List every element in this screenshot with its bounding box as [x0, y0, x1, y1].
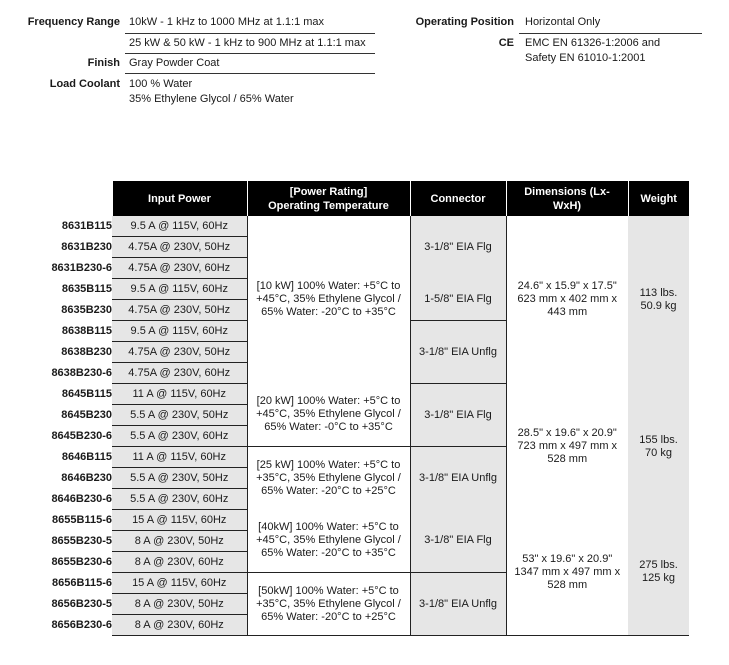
model-number: 8635B115: [61, 282, 112, 295]
model-number: 8655B115-6: [52, 513, 112, 526]
input-power: 9.5 A @ 115V, 60Hz: [112, 216, 247, 237]
dim-line-3: 528 mm: [547, 578, 588, 591]
input-power: 4.75A @ 230V, 50Hz: [112, 342, 247, 363]
input-power: 5.5 A @ 230V, 60Hz: [112, 426, 247, 447]
model-number: 8631B230-6: [51, 261, 112, 274]
op-line-3: 65% Water: -20°C to +35°C: [261, 306, 396, 319]
table-header-row: [0, 181, 689, 216]
header-dimensions-line-1: Dimensions (Lx-: [524, 185, 610, 198]
model-spec-table: [0, 181, 689, 636]
header-blank: [0, 181, 112, 216]
input-power: 4.75A @ 230V, 50Hz: [112, 300, 247, 321]
op-line-1: [20 kW] 100% Water: +5°C to: [256, 395, 401, 408]
connector: 3-1/8" EIA Unflg: [410, 321, 506, 384]
operating-temperature: [247, 573, 410, 636]
connector: 1-5/8" EIA Flg: [410, 279, 506, 321]
weight-kg: 70 kg: [645, 446, 672, 459]
model-number: 8645B115: [61, 387, 112, 400]
input-power: 15 A @ 115V, 60Hz: [112, 573, 247, 594]
connector: 3-1/8" EIA Flg: [410, 384, 506, 447]
ce-value-1: EMC EN 61326-1:2006 and: [525, 37, 661, 49]
input-power: 11 A @ 115V, 60Hz: [112, 384, 247, 405]
header-power-rating-line-2: Operating Temperature: [268, 199, 389, 212]
operating-position-value: Horizontal Only: [525, 16, 601, 28]
input-power: 8 A @ 230V, 50Hz: [112, 531, 247, 552]
op-line-2: +45°C, 35% Ethylene Glycol /: [256, 408, 401, 421]
ce-label: CE: [498, 37, 514, 49]
dimensions: [506, 510, 628, 636]
header-power-rating: [247, 181, 410, 216]
header-dimensions-line-2: WxH): [552, 199, 582, 212]
connector: 3-1/8" EIA Unflg: [410, 447, 506, 510]
model-number: 8655B230-5: [51, 534, 112, 547]
input-power: 5.5 A @ 230V, 50Hz: [112, 405, 247, 426]
frequency-range-label: Frequency Range: [27, 16, 120, 28]
dimensions: [506, 384, 628, 510]
dim-line-1: 24.6" x 15.9" x 17.5": [517, 280, 617, 293]
finish-label: Finish: [87, 57, 120, 69]
weight-lbs: 113 lbs.: [639, 286, 678, 299]
weight: [628, 384, 689, 510]
load-coolant-value-2: 35% Ethylene Glycol / 65% Water: [129, 93, 294, 105]
input-power: 5.5 A @ 230V, 50Hz: [112, 468, 247, 489]
model-number: 8656B230-5: [51, 597, 112, 610]
dimensions: [506, 216, 628, 384]
input-power: 8 A @ 230V, 50Hz: [112, 594, 247, 615]
table-row: [0, 216, 689, 237]
dim-line-2: 1347 mm x 497 mm x: [514, 565, 621, 578]
input-power: 4.75A @ 230V, 50Hz: [112, 237, 247, 258]
header-dimensions: [506, 181, 628, 216]
input-power: 4.75A @ 230V, 60Hz: [112, 258, 247, 279]
op-line-1: [40kW] 100% Water: +5°C to: [258, 521, 399, 534]
input-power: 8 A @ 230V, 60Hz: [112, 552, 247, 573]
input-power: 4.75A @ 230V, 60Hz: [112, 363, 247, 384]
load-coolant-label: Load Coolant: [49, 78, 120, 90]
op-line-3: 65% Water: -20°C to +25°C: [261, 610, 396, 623]
model-number: 8656B230-6: [51, 618, 112, 631]
model-number: 8655B230-6: [51, 555, 112, 568]
header-weight: Weight: [628, 181, 689, 216]
model-number: 8635B230: [61, 303, 112, 316]
op-line-2: +45°C, 35% Ethylene Glycol /: [256, 293, 401, 306]
operating-temperature: [247, 384, 410, 447]
dim-line-3: 443 mm: [547, 306, 588, 319]
header-connector: Connector: [410, 181, 506, 216]
table-row: [0, 384, 689, 405]
dim-line-3: 528 mm: [547, 453, 588, 465]
input-power: 9.5 A @ 115V, 60Hz: [112, 321, 247, 342]
table-row: [0, 510, 689, 531]
ce-value-2: Safety EN 61010-1:2001: [525, 52, 646, 64]
op-line-2: +35°C, 35% Ethylene Glycol /: [256, 471, 401, 484]
connector: 3-1/8" EIA Flg: [410, 510, 506, 573]
header-input-power: Input Power: [112, 181, 247, 216]
operating-temperature: [247, 447, 410, 510]
op-line-2: +35°C, 35% Ethylene Glycol /: [256, 597, 401, 610]
input-power: 8 A @ 230V, 60Hz: [112, 615, 247, 636]
model-number: 8631B115: [61, 219, 112, 232]
frequency-range-value-1: 10kW - 1 kHz to 1000 MHz at 1.1:1 max: [129, 16, 325, 28]
weight-lbs: 275 lbs.: [639, 559, 678, 572]
operating-temperature: [247, 510, 410, 573]
input-power: 15 A @ 115V, 60Hz: [112, 510, 247, 531]
dim-line-1: 53" x 19.6" x 20.9": [522, 552, 613, 565]
input-power: 9.5 A @ 115V, 60Hz: [112, 279, 247, 300]
op-line-1: [25 kW] 100% Water: +5°C to: [256, 458, 401, 471]
weight-lbs: 155 lbs.: [639, 433, 678, 446]
weight-kg: 50.9 kg: [640, 299, 677, 312]
weight: [628, 510, 689, 636]
model-number: 8646B230-6: [51, 492, 112, 505]
model-number: 8645B230: [61, 408, 112, 421]
op-line-2: +45°C, 35% Ethylene Glycol /: [256, 534, 401, 547]
model-number: 8631B230: [61, 240, 112, 253]
connector: 3-1/8" EIA Flg: [410, 216, 506, 279]
load-coolant-value-1: 100 % Water: [129, 78, 193, 90]
dim-line-1: 28.5" x 19.6" x 20.9": [517, 427, 617, 439]
frequency-range-value-2: 25 kW & 50 kW - 1 kHz to 900 MHz at 1.1:1 max: [129, 37, 366, 49]
model-number: 8656B115-6: [52, 576, 112, 589]
operating-temperature: [247, 216, 410, 384]
op-line-3: 65% Water: -20°C to +25°C: [261, 484, 396, 497]
frequency-range-underline-1: [125, 33, 375, 34]
model-number: 8638B230-6: [51, 366, 112, 379]
model-number: 8645B230-6: [51, 429, 112, 442]
operating-position-underline: [519, 33, 702, 34]
operating-position-label: Operating Position: [415, 16, 514, 28]
weight: [628, 216, 689, 384]
weight-kg: 125 kg: [641, 572, 676, 585]
dim-line-2: 723 mm x 497 mm x: [517, 440, 618, 452]
model-number: 8646B230: [61, 471, 112, 484]
input-power: 5.5 A @ 230V, 60Hz: [112, 489, 247, 510]
connector: 3-1/8" EIA Unflg: [410, 573, 506, 636]
op-line-3: 65% Water: -20°C to +35°C: [261, 547, 396, 560]
header-power-rating-line-1: [Power Rating]: [289, 185, 368, 198]
op-line-1: [50kW] 100% Water: +5°C to: [258, 584, 399, 597]
input-power: 11 A @ 115V, 60Hz: [112, 447, 247, 468]
model-number: 8646B115: [61, 450, 112, 463]
model-number: 8638B230: [61, 345, 112, 358]
op-line-3: 65% Water: -0°C to +35°C: [264, 421, 393, 434]
op-line-1: [10 kW] 100% Water: +5°C to: [256, 280, 401, 293]
dim-line-2: 623 mm x 402 mm x: [517, 293, 618, 306]
finish-value: Gray Powder Coat: [129, 57, 220, 69]
frequency-range-underline-2: [125, 53, 375, 54]
finish-underline: [125, 73, 375, 74]
model-number: 8638B115: [61, 324, 112, 337]
